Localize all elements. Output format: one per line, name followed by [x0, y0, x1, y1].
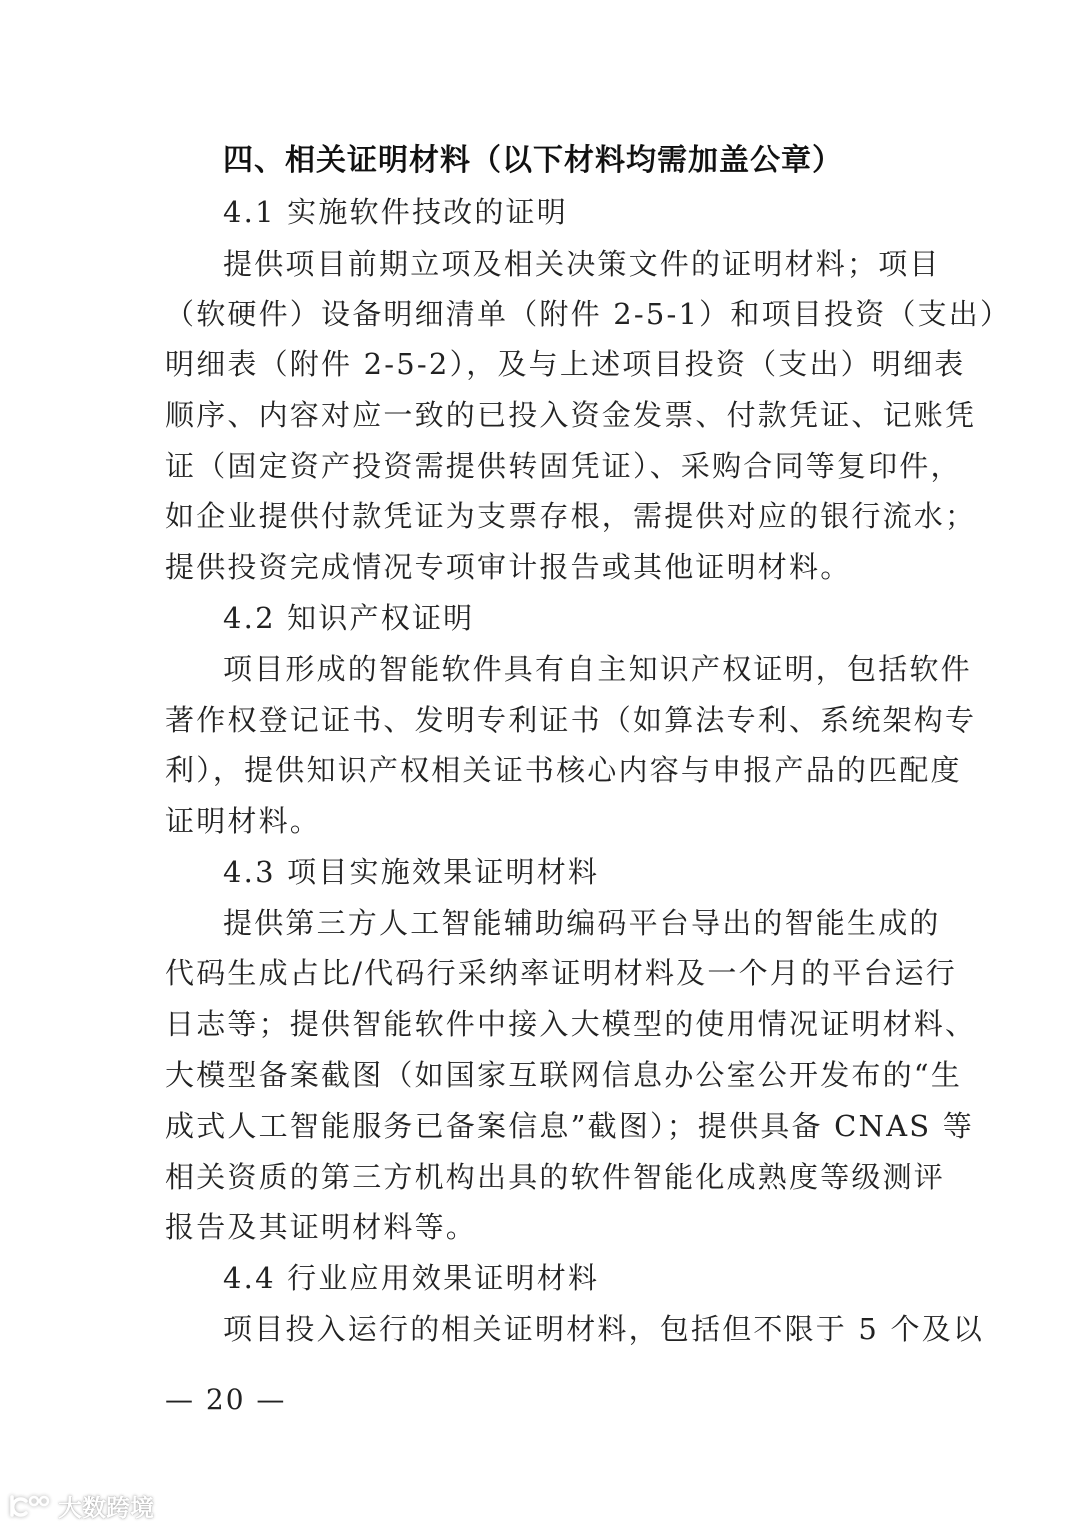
paragraph-line: 利），提供知识产权相关证书核心内容与申报产品的匹配度	[165, 753, 962, 787]
paragraph-line: 顺序、内容对应一致的已投入资金发票、付款凭证、记账凭	[165, 398, 977, 432]
paragraph-line: 代码生成占比/代码行采纳率证明材料及一个月的平台运行	[165, 956, 957, 990]
watermark-text: 大数跨境	[58, 1494, 154, 1522]
paragraph-line: 明细表（附件 2-5-2），及与上述项目投资（支出）明细表	[165, 347, 966, 381]
paragraph-line: 相关资质的第三方机构出具的软件智能化成熟度等级测评	[165, 1160, 946, 1194]
paragraph-line: 大模型备案截图（如国家互联网信息办公室公开发布的“生	[165, 1058, 963, 1092]
paragraph-line: 成式人工智能服务已备案信息”截图）；提供具备 CNAS 等	[165, 1109, 974, 1143]
subsection-title-4-3: 4.3 项目实施效果证明材料	[223, 855, 600, 889]
subsection-title-4-1: 4.1 实施软件技改的证明	[223, 195, 568, 229]
paragraph-line: 证（固定资产投资需提供转固凭证）、采购合同等复印件，	[165, 449, 962, 483]
paragraph-line: 项目投入运行的相关证明材料，包括但不限于 5 个及以	[223, 1312, 985, 1346]
paragraph-line: 报告及其证明材料等。	[165, 1210, 478, 1244]
paragraph-line: 提供第三方人工智能辅助编码平台导出的智能生成的	[223, 906, 941, 940]
paragraph-line: （软硬件）设备明细清单（附件 2-5-1）和项目投资（支出）	[165, 297, 1012, 331]
paragraph-line: 项目形成的智能软件具有自主知识产权证明，包括软件	[223, 652, 972, 686]
paragraph-line: 著作权登记证书、发明专利证书（如算法专利、系统架构专	[165, 703, 977, 737]
section-heading: 四、相关证明材料（以下材料均需加盖公章）	[223, 143, 843, 178]
watermark	[8, 1488, 154, 1523]
page-number: — 20 —	[165, 1383, 287, 1416]
paragraph-line: 证明材料。	[165, 804, 322, 838]
paragraph-line: 提供投资完成情况专项审计报告或其他证明材料。	[165, 550, 852, 584]
paragraph-line: 如企业提供付款凭证为支票存根，需提供对应的银行流水；	[165, 499, 977, 533]
paragraph-line: 提供项目前期立项及相关决策文件的证明材料；项目	[223, 247, 941, 281]
subsection-title-4-2: 4.2 知识产权证明	[223, 601, 475, 635]
paragraph-line: 日志等；提供智能软件中接入大模型的使用情况证明材料、	[165, 1007, 977, 1041]
subsection-title-4-4: 4.4 行业应用效果证明材料	[223, 1261, 600, 1295]
watermark-logo-icon	[8, 1493, 52, 1519]
